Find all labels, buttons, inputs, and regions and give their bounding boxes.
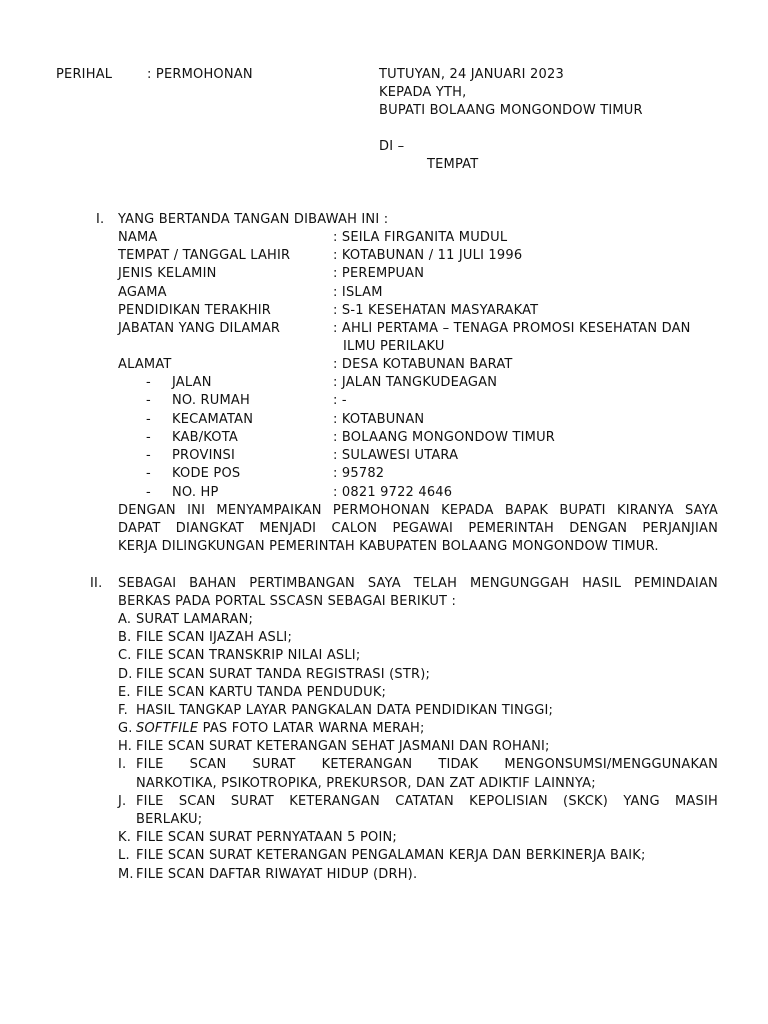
list-dash: - bbox=[146, 412, 151, 427]
field-value: : DESA KOTABUNAN BARAT bbox=[333, 357, 513, 372]
address-value: : SULAWESI UTARA bbox=[333, 448, 459, 463]
salutation: KEPADA YTH, bbox=[379, 85, 467, 100]
list-item-continued: NARKOTIKA, PSIKOTROPIKA, PREKURSOR, DAN ZAT ADIKTIF LAINNYA; bbox=[136, 776, 596, 791]
list-letter: B. bbox=[118, 630, 132, 645]
list-item: FILE SCAN KARTU TANDA PENDUDUK; bbox=[136, 685, 387, 700]
address-label: JALAN bbox=[172, 375, 212, 390]
perihal-value: : PERMOHONAN bbox=[147, 67, 253, 82]
recipient: BUPATI BOLAANG MONGONDOW TIMUR bbox=[379, 103, 643, 118]
list-dash: - bbox=[146, 430, 151, 445]
address-value: : JALAN TANGKUDEAGAN bbox=[333, 375, 498, 390]
list-item: FILE SCAN SURAT KETERANGAN SEHAT JASMANI DAN ROHANI; bbox=[136, 739, 550, 754]
field-label: JENIS KELAMIN bbox=[118, 266, 217, 281]
list-letter: K. bbox=[118, 830, 132, 845]
field-label: TEMPAT / TANGGAL LAHIR bbox=[118, 248, 291, 263]
address-value: : 95782 bbox=[333, 466, 385, 481]
list-letter: E. bbox=[118, 685, 131, 700]
address-label: NO. RUMAH bbox=[172, 393, 250, 408]
list-letter: C. bbox=[118, 648, 132, 663]
list-item: FILE SCAN DAFTAR RIWAYAT HIDUP (DRH). bbox=[136, 867, 418, 882]
section2-number: II. bbox=[90, 576, 103, 591]
list-item: FILE SCAN IJAZAH ASLI; bbox=[136, 630, 293, 645]
field-label: NAMA bbox=[118, 230, 158, 245]
section1-intro: YANG BERTANDA TANGAN DIBAWAH INI : bbox=[118, 212, 389, 227]
section1-number: I. bbox=[96, 212, 105, 227]
list-dash: - bbox=[146, 485, 151, 500]
address-label: KAB/KOTA bbox=[172, 430, 238, 445]
field-value: : AHLI PERTAMA – TENAGA PROMOSI KESEHATAN DAN bbox=[333, 321, 691, 336]
list-item-continued: BERLAKU; bbox=[136, 812, 203, 827]
list-letter: A. bbox=[118, 612, 132, 627]
tempat-label: TEMPAT bbox=[427, 157, 479, 172]
field-label: PENDIDIKAN TERAKHIR bbox=[118, 303, 272, 318]
italic-term: SOFTFILE bbox=[136, 721, 199, 736]
list-dash: - bbox=[146, 393, 151, 408]
list-letter: J. bbox=[118, 794, 127, 809]
address-label: KODE POS bbox=[172, 466, 241, 481]
list-item-text: PAS FOTO LATAR WARNA MERAH; bbox=[198, 721, 425, 736]
paragraph-line: DAPAT DIANGKAT MENJADI CALON PEGAWAI PEMERINTAH DENGAN PERJANJIAN bbox=[118, 521, 718, 536]
field-value: : S-1 KESEHATAN MASYARAKAT bbox=[333, 303, 539, 318]
field-value-continued: ILMU PERILAKU bbox=[343, 339, 445, 354]
di-label: DI – bbox=[379, 139, 405, 154]
field-label: AGAMA bbox=[118, 285, 167, 300]
address-value: : KOTABUNAN bbox=[333, 412, 425, 427]
list-dash: - bbox=[146, 448, 151, 463]
field-label: ALAMAT bbox=[118, 357, 172, 372]
list-item: FILE SCAN SURAT PERNYATAAN 5 POIN; bbox=[136, 830, 397, 845]
paragraph-line: KERJA DILINGKUNGAN PEMERINTAH KABUPATEN BOLAANG MONGONDOW TIMUR. bbox=[118, 539, 659, 554]
list-letter: H. bbox=[118, 739, 133, 754]
list-letter: D. bbox=[118, 667, 133, 682]
list-dash: - bbox=[146, 466, 151, 481]
address-value: : - bbox=[333, 393, 347, 408]
list-item: FILE SCAN SURAT TANDA REGISTRASI (STR); bbox=[136, 667, 431, 682]
list-letter: G. bbox=[118, 721, 133, 736]
place-date: TUTUYAN, 24 JANUARI 2023 bbox=[379, 67, 564, 82]
field-label: JABATAN YANG DILAMAR bbox=[118, 321, 281, 336]
list-item: FILE SCAN SURAT KETERANGAN TIDAK MENGONSUMSI/MENGGUNAKAN bbox=[136, 757, 718, 772]
address-label: PROVINSI bbox=[172, 448, 236, 463]
list-letter: F. bbox=[118, 703, 128, 718]
list-item: HASIL TANGKAP LAYAR PANGKALAN DATA PENDIDIKAN TINGGI; bbox=[136, 703, 554, 718]
address-label: NO. HP bbox=[172, 485, 219, 500]
list-item: FILE SCAN SURAT KETERANGAN PENGALAMAN KERJA DAN BERKINERJA BAIK; bbox=[136, 848, 646, 863]
section2-intro-line: SEBAGAI BAHAN PERTIMBANGAN SAYA TELAH MENGUNGGAH HASIL PEMINDAIAN bbox=[118, 576, 718, 591]
list-letter: I. bbox=[118, 757, 127, 772]
section2-intro-line: BERKAS PADA PORTAL SSCASN SEBAGAI BERIKUT : bbox=[118, 594, 457, 609]
field-value: : PEREMPUAN bbox=[333, 266, 425, 281]
list-letter: M. bbox=[118, 867, 134, 882]
list-letter: L. bbox=[118, 848, 130, 863]
perihal-label: PERIHAL bbox=[56, 67, 113, 82]
paragraph-line: DENGAN INI MENYAMPAIKAN PERMOHONAN KEPADA BAPAK BUPATI KIRANYA SAYA bbox=[118, 503, 718, 518]
address-label: KECAMATAN bbox=[172, 412, 254, 427]
address-value: : 0821 9722 4646 bbox=[333, 485, 453, 500]
address-value: : BOLAANG MONGONDOW TIMUR bbox=[333, 430, 556, 445]
list-item bbox=[136, 720, 425, 738]
field-value: : SEILA FIRGANITA MUDUL bbox=[333, 230, 508, 245]
list-dash: - bbox=[146, 375, 151, 390]
field-value: : KOTABUNAN / 11 JULI 1996 bbox=[333, 248, 523, 263]
list-item: FILE SCAN SURAT KETERANGAN CATATAN KEPOLISIAN (SKCK) YANG MASIH bbox=[136, 794, 718, 809]
list-item: SURAT LAMARAN; bbox=[136, 612, 254, 627]
list-item: FILE SCAN TRANSKRIP NILAI ASLI; bbox=[136, 648, 361, 663]
field-value: : ISLAM bbox=[333, 285, 383, 300]
